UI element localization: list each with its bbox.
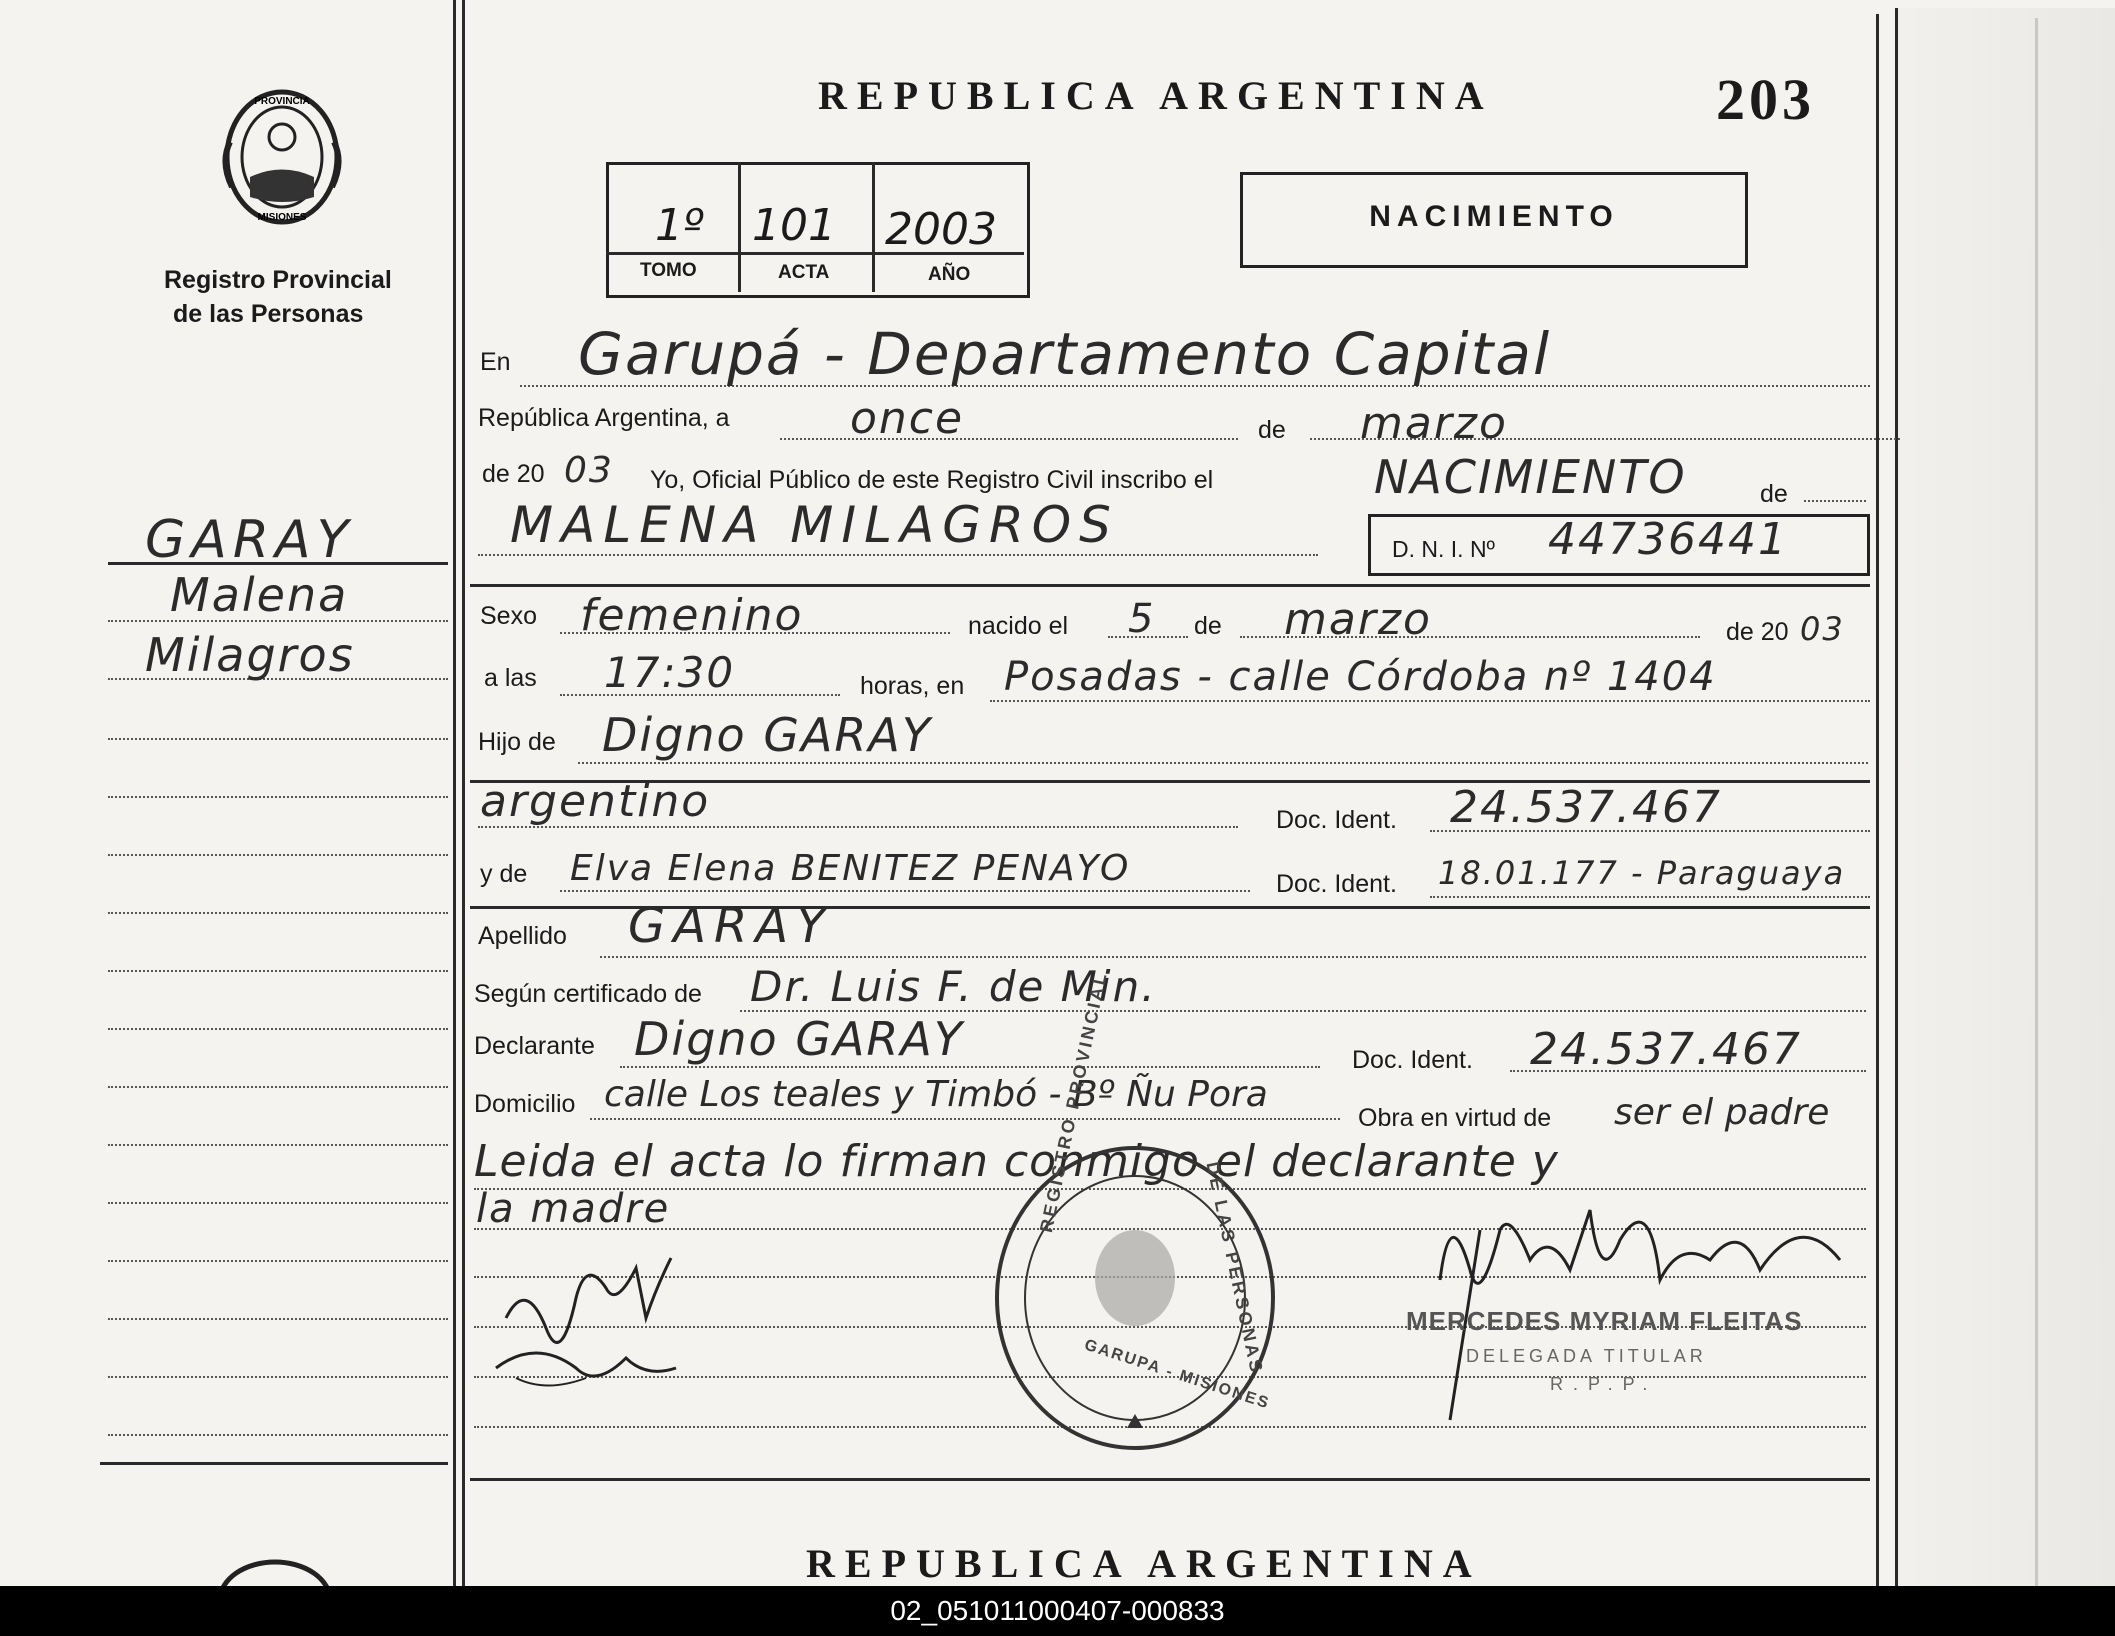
margin-line	[108, 796, 448, 798]
record-box-divider	[872, 162, 875, 292]
field-line	[478, 554, 1318, 556]
label-doc-ident: Doc. Ident.	[1276, 806, 1397, 834]
margin-bottom-rule	[100, 1462, 448, 1465]
field-lugar-nac: Posadas - calle Córdoba nº 1404	[1004, 654, 1717, 700]
section-rule	[470, 1478, 1870, 1481]
label-doc-ident: Doc. Ident.	[1352, 1046, 1473, 1074]
field-nacido-dia: 5	[1128, 596, 1156, 642]
field-padre: Digno GARAY	[602, 708, 932, 762]
field-line	[990, 700, 1870, 702]
field-line	[1510, 1070, 1866, 1072]
section-rule	[470, 584, 1870, 587]
country-title: REPUBLICA ARGENTINA	[818, 73, 1494, 118]
ano-value: 2003	[885, 204, 997, 255]
acta-value: 101	[752, 200, 836, 251]
field-line	[620, 1066, 1320, 1068]
margin-line	[108, 970, 448, 972]
field-domicilio: calle Los teales y Timbó - Bº Ñu Pora	[604, 1074, 1268, 1115]
field-line	[560, 694, 840, 696]
margin-line	[108, 1144, 448, 1146]
tomo-label: TOMO	[640, 260, 697, 281]
label-apellido: Apellido	[478, 922, 567, 950]
label-sexo: Sexo	[480, 602, 537, 630]
field-lugar: Garupá - Departamento Capital	[578, 320, 1552, 388]
official-name: MERCEDES MYRIAM FLEITAS	[1406, 1306, 1803, 1336]
ano-label: AÑO	[928, 264, 971, 285]
field-line	[1430, 896, 1870, 898]
field-observacion2: la madre	[476, 1186, 671, 1232]
field-line	[1430, 830, 1870, 832]
field-apellido: GARAY	[628, 898, 834, 954]
stamp-arc-left: REGISTRO PROVINCIAL	[1036, 968, 1112, 1235]
field-doc-declarante: 24.537.467	[1530, 1024, 1802, 1075]
label-dni: D. N. I. Nº	[1392, 536, 1495, 562]
field-line	[560, 890, 1250, 892]
field-mes: marzo	[1360, 398, 1508, 449]
margin-line	[108, 1434, 448, 1436]
label-nacido-el: nacido el	[968, 612, 1069, 640]
acta-label: ACTA	[778, 262, 830, 283]
label-de2: de	[1194, 612, 1222, 640]
field-nacido-mes: marzo	[1284, 594, 1432, 645]
field-nombre: MALENA MILAGROS	[510, 496, 1119, 554]
next-page-edge	[1895, 8, 2115, 1586]
official-title: DELEGADA TITULAR	[1466, 1346, 1707, 1366]
margin-line	[108, 854, 448, 856]
field-nacido-ano: 03	[1800, 610, 1845, 648]
label-de-20b: de 20	[1726, 618, 1789, 646]
margin-first-name: Malena	[170, 568, 349, 622]
field-dia: once	[850, 393, 965, 444]
field-line	[478, 826, 1238, 828]
label-de-short: de	[1760, 480, 1788, 508]
declarant-signature	[486, 1238, 696, 1398]
next-record-title: REPUBLICA ARGENTINA	[806, 1541, 1482, 1586]
form-right-border	[1876, 14, 1879, 1586]
official-abbr: R.P.P.	[1550, 1374, 1658, 1394]
label-en: En	[480, 348, 511, 376]
margin-second-name: Milagros	[145, 628, 355, 682]
field-inscripcion: NACIMIENTO	[1374, 450, 1687, 504]
field-declarante: Digno GARAY	[634, 1012, 964, 1066]
provincial-seal-icon	[210, 1555, 340, 1586]
label-de: de	[1258, 416, 1286, 444]
field-certificado: Dr. Luis F. de Min.	[750, 962, 1157, 1011]
field-doc-padre: 24.537.467	[1450, 782, 1722, 833]
record-box-divider	[738, 162, 741, 292]
field-ano-suffix: 03	[564, 450, 614, 491]
page-number: 203	[1716, 67, 1815, 132]
label-republica-a: República Argentina, a	[478, 404, 730, 432]
margin-line	[108, 738, 448, 740]
label-y-de: y de	[480, 860, 528, 888]
registry-name-line1: Registro Provincial	[164, 266, 392, 294]
registry-name-line2: de las Personas	[173, 300, 364, 328]
label-doc-ident: Doc. Ident.	[1276, 870, 1397, 898]
margin-line	[108, 1086, 448, 1088]
field-obra-en-virtud: ser el padre	[1614, 1092, 1830, 1133]
page-edge-line	[2035, 18, 2038, 1586]
left-column-divider	[453, 0, 456, 1586]
image-id-footer: 02_051011000407-000833	[0, 1586, 2115, 1636]
field-line	[1240, 636, 1700, 638]
field-line	[1108, 636, 1188, 638]
margin-line	[108, 1260, 448, 1262]
record-type: NACIMIENTO	[1369, 200, 1619, 233]
margin-surname: GARAY	[145, 510, 355, 570]
field-doc-madre: 18.01.177 - Paraguaya	[1438, 854, 1846, 892]
field-sexo: femenino	[580, 590, 804, 641]
label-a-las: a las	[484, 664, 537, 692]
label-horas-en: horas, en	[860, 672, 965, 700]
stamp-bottom: GARUPA - MISIONES	[1082, 1336, 1273, 1413]
field-line	[1804, 500, 1866, 502]
field-hora: 17:30	[604, 648, 736, 697]
field-madre: Elva Elena BENITEZ PENAYO	[570, 848, 1131, 889]
field-dni: 44736441	[1548, 514, 1788, 565]
field-line	[780, 438, 1238, 440]
field-line	[600, 956, 1866, 958]
field-observacion1: Leida el acta lo firman conmigo el declarante y	[474, 1136, 1559, 1187]
label-hijo-de: Hijo de	[478, 728, 556, 756]
margin-line	[108, 1376, 448, 1378]
label-yo-oficial: Yo, Oficial Público de este Registro Civil inscribo el	[650, 466, 1214, 494]
field-line	[560, 632, 950, 634]
margin-line	[108, 1318, 448, 1320]
label-segun-cert: Según certificado de	[474, 980, 702, 1008]
tomo-value: 1º	[655, 200, 704, 251]
stamp-arc-right: DE LAS PERSONAS	[1202, 1160, 1268, 1377]
margin-line	[108, 1202, 448, 1204]
left-column-divider-inner	[462, 0, 465, 1586]
margin-line	[108, 1028, 448, 1030]
margin-line	[108, 912, 448, 914]
label-obra-en-virtud: Obra en virtud de	[1358, 1104, 1552, 1132]
field-line	[590, 1118, 1340, 1120]
label-declarante: Declarante	[474, 1032, 595, 1060]
provincial-seal-icon	[210, 82, 355, 232]
label-de-20: de 20	[482, 460, 545, 488]
svg-text:PROVINCIA: PROVINCIA	[254, 96, 310, 107]
field-line	[578, 762, 1868, 764]
field-nacionalidad-padre: argentino	[480, 776, 711, 827]
label-domicilio: Domicilio	[474, 1090, 576, 1118]
svg-text:MISIONES: MISIONES	[257, 212, 307, 223]
